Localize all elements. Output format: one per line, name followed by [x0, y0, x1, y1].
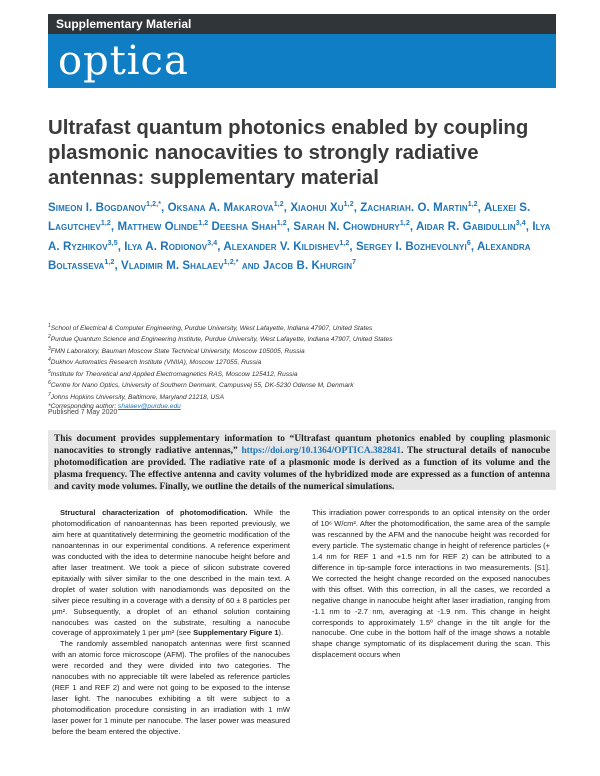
affiliation-line: [48, 322, 558, 333]
paragraph-text: While the photomodification of nanoantennas has been reported previously, we aim here at quantitatively determining the geometric modification of the nanoantennas in our experimental conditions. A reference experiment was conducted with the idea to determine nanocube height before and after laser treatment. We took a piece of silicon substrate covered epitaxially with silver similar to the one described in the main text. A droplet of water solution with nanodiamonds was deposited on the silver piece resulting in a coverage with a density of 60 ± 8 particles per μm². Subsequently, a droplet of an ethanol solution containing nanocubes was casted on the substrate, resulting a nanocube coverage of approximately 1 per μm² (see: [52, 508, 290, 638]
paragraph: The randomly assembled nanopatch antennas were first scanned with an atomic force microscope (AFM). The profiles of the nanocubes were recorded and they were divided into two categories. The nanocubes with no appreciable tilt were labeled as reference particles (REF 1 and REF 2) and were not going to be exposed to the intense laser light. The nanocubes exhibiting a tilt were subject to a photomodification procedure consisting in an irradiation with 1 mW laser power for 1 minute per nanocube. The laser power was measured before the beam entered the objective.: [52, 639, 290, 737]
affiliation-number: 6: [48, 380, 51, 387]
author-list: [48, 199, 558, 276]
author-separator: and: [238, 259, 263, 272]
author-name: Ilya A. Rodionov: [124, 240, 208, 253]
author-name: Aidar R. Gabidullin: [416, 221, 516, 234]
abstract-box: [48, 430, 556, 490]
author-affiliation-mark: 1,2,*: [146, 201, 162, 208]
affiliation-line: [48, 333, 558, 344]
affiliation-number: 1: [48, 323, 51, 329]
author-affiliation-mark: 6: [466, 239, 471, 247]
author-name: Alexander V. Kildishev: [223, 240, 340, 253]
affiliation-number: 4: [48, 357, 51, 364]
body-column-right: [312, 508, 550, 661]
affiliation-text: Dukhov Automatics Research Institute (VNIIA), Moscow 127055, Russia: [50, 359, 262, 367]
author-name: Simeon I. Bogdanov: [48, 202, 147, 214]
affiliation-line: [48, 356, 558, 367]
affiliation-text: Purdue Quantum Science and Engineering Institute, Purdue University, West Lafayette, Indiana 47907, United States: [50, 336, 393, 344]
author-name: Jacob B. Khurgin: [262, 259, 353, 272]
author-name: Ilya A. Ryzhikov: [48, 221, 551, 253]
author-affiliation-mark: 1,2: [276, 220, 287, 228]
author-name: Xiaohui Xu: [290, 202, 344, 214]
published-date: Published 7 May 2020: [48, 409, 118, 416]
author-separator: ,: [114, 259, 122, 272]
author-affiliation-mark: 3,4: [515, 220, 526, 228]
author-separator: ,: [286, 221, 294, 234]
author-separator: ,: [353, 202, 361, 214]
author-separator: ,: [283, 202, 291, 214]
paragraph: [52, 508, 290, 639]
author-separator: ,: [117, 240, 125, 253]
author-separator: ,: [525, 221, 533, 234]
abstract-text-start: This document provides supplementary information to “Ultrafast quantum photonics enabled by coupling plasmonic nanocavities to strongly radiative antennas,”: [54, 434, 550, 456]
paper-title: Ultrafast quantum photonics enabled by coupling plasmonic nanocavities to strongly radiative antennas: supplementary material: [48, 117, 529, 189]
affiliation-line: [48, 379, 558, 390]
figure-reference: Supplementary Figure 1: [193, 628, 279, 638]
journal-logo: [48, 34, 556, 88]
doi-link[interactable]: https://doi.org/10.1364/OPTICA.382841: [241, 446, 402, 456]
affiliation-number: 2: [48, 334, 51, 341]
author-separator: ,: [110, 221, 118, 234]
section-heading: Structural characterization of photomodification.: [60, 508, 248, 517]
affiliation-line: [48, 345, 558, 356]
body-column-left: [52, 508, 290, 738]
author-name: Sarah N. Chowdhury: [293, 221, 400, 234]
author-name: Vladimir M. Shalaev: [121, 259, 224, 272]
author-separator: ,: [470, 240, 477, 253]
author-affiliation-mark: 1,2: [343, 201, 354, 208]
affiliation-number: 5: [48, 368, 51, 375]
banner-label: Supplementary Material: [56, 17, 192, 31]
author-affiliation-mark: 7: [352, 258, 357, 266]
author-name: Deesha Shah: [211, 221, 277, 234]
author-affiliation-mark: 1,2: [104, 258, 115, 266]
paragraph: This irradiation power corresponds to an optical intensity on the order of 10⁶ W/cm². After the photomodification, the same area of the sample was rescanned by the AFM and the nanocube height was recorded for every particle. The systematic change in height of reference particles (+ 1.4 nm for REF 1 and +1.5 nm for REF 2) can be attributed to a difference in tip-sample force interactions in two measurements. [S1]. We corrected the height change recorded on the exposed nanocubes with this offset. With this correction, in all the cases, we recorded a negative change in nanocube height after laser irradiation, ranging from -1.1 nm to -2.7 nm, averaging at -1.9 nm. This change in height corresponds to approximately 1.5º change in the tilt angle for the nanocube. One cube in the bottom half of the image shows a notable shape change symptomatic of its displacement during the scan. This displacement occurs when: [312, 508, 550, 660]
affiliation-text: Centre for Nano Optics, University of Southern Denmark, Campusvej 55, DK-5230 Odense M, Denmark: [50, 382, 354, 390]
author-separator: ,: [477, 202, 484, 214]
supplementary-banner: [48, 14, 556, 34]
affiliation-number: 7: [48, 391, 51, 398]
affiliation-line: [48, 368, 558, 379]
corresponding-author: [48, 402, 558, 411]
author-affiliation-mark: 1,2: [273, 201, 284, 208]
author-affiliation-mark: 1,2: [339, 239, 350, 247]
author-separator: ,: [349, 240, 356, 253]
corresponding-email-link[interactable]: shalaev@purdue.edu: [118, 403, 181, 411]
author-affiliation-mark: 1,2: [198, 220, 209, 228]
affiliation-number: 3: [48, 345, 51, 352]
author-separator: ,: [161, 202, 168, 214]
author-affiliation-mark: 1,2: [467, 201, 478, 208]
journal-logo-text: optica: [58, 38, 189, 84]
author-name: Matthew Olinde: [117, 221, 199, 234]
author-affiliation-mark: 3,5: [107, 239, 118, 247]
affiliation-line: [48, 391, 558, 402]
author-separator: ,: [409, 221, 417, 234]
paragraph-text-end: ).: [278, 628, 284, 638]
affiliation-text: Johns Hopkins University, Baltimore, Maryland 21218, USA: [50, 394, 225, 402]
affiliation-text: School of Electrical & Computer Engineering, Purdue University, West Lafayette, Indiana 47907, United States: [50, 325, 373, 333]
author-name: Oksana A. Makarova: [167, 202, 274, 214]
author-name: Alexandra Boltasseva: [48, 240, 531, 272]
affiliation-text: Institute for Theoretical and Applied Electromagnetics RAS, Moscow 125412, Russia: [50, 371, 298, 379]
author-separator: ,: [217, 240, 224, 253]
author-affiliation-mark: 3,4: [207, 239, 218, 247]
author-affiliation-mark: 1,2: [399, 220, 410, 228]
author-name: Alexei S. Lagutchev: [48, 202, 531, 234]
affiliation-text: FMN Laboratory, Bauman Moscow State Technical University, Moscow 105005, Russia: [50, 348, 305, 356]
author-affiliation-mark: 1,2: [100, 220, 111, 228]
author-name: Zachariah. O. Martin: [360, 202, 468, 214]
corresponding-label: *Corresponding author:: [48, 403, 119, 411]
author-name: Sergey I. Bozhevolnyi: [355, 240, 467, 253]
author-affiliation-mark: 1,2,*: [223, 258, 239, 266]
affiliation-list: [48, 322, 558, 412]
corner-mark: ·: [536, 18, 539, 28]
abstract-text-end: . The structural details of nanocube photomodification are provided. The radiative rate of a plasmonic mode is derived as a function of its volume and the plasma frequency. The effective antenna and cavity volumes of the hybridized mode are expressed as a function of antenna and cavity mode volumes. Finally, we outline the details of the numerical simulations.: [54, 446, 550, 492]
